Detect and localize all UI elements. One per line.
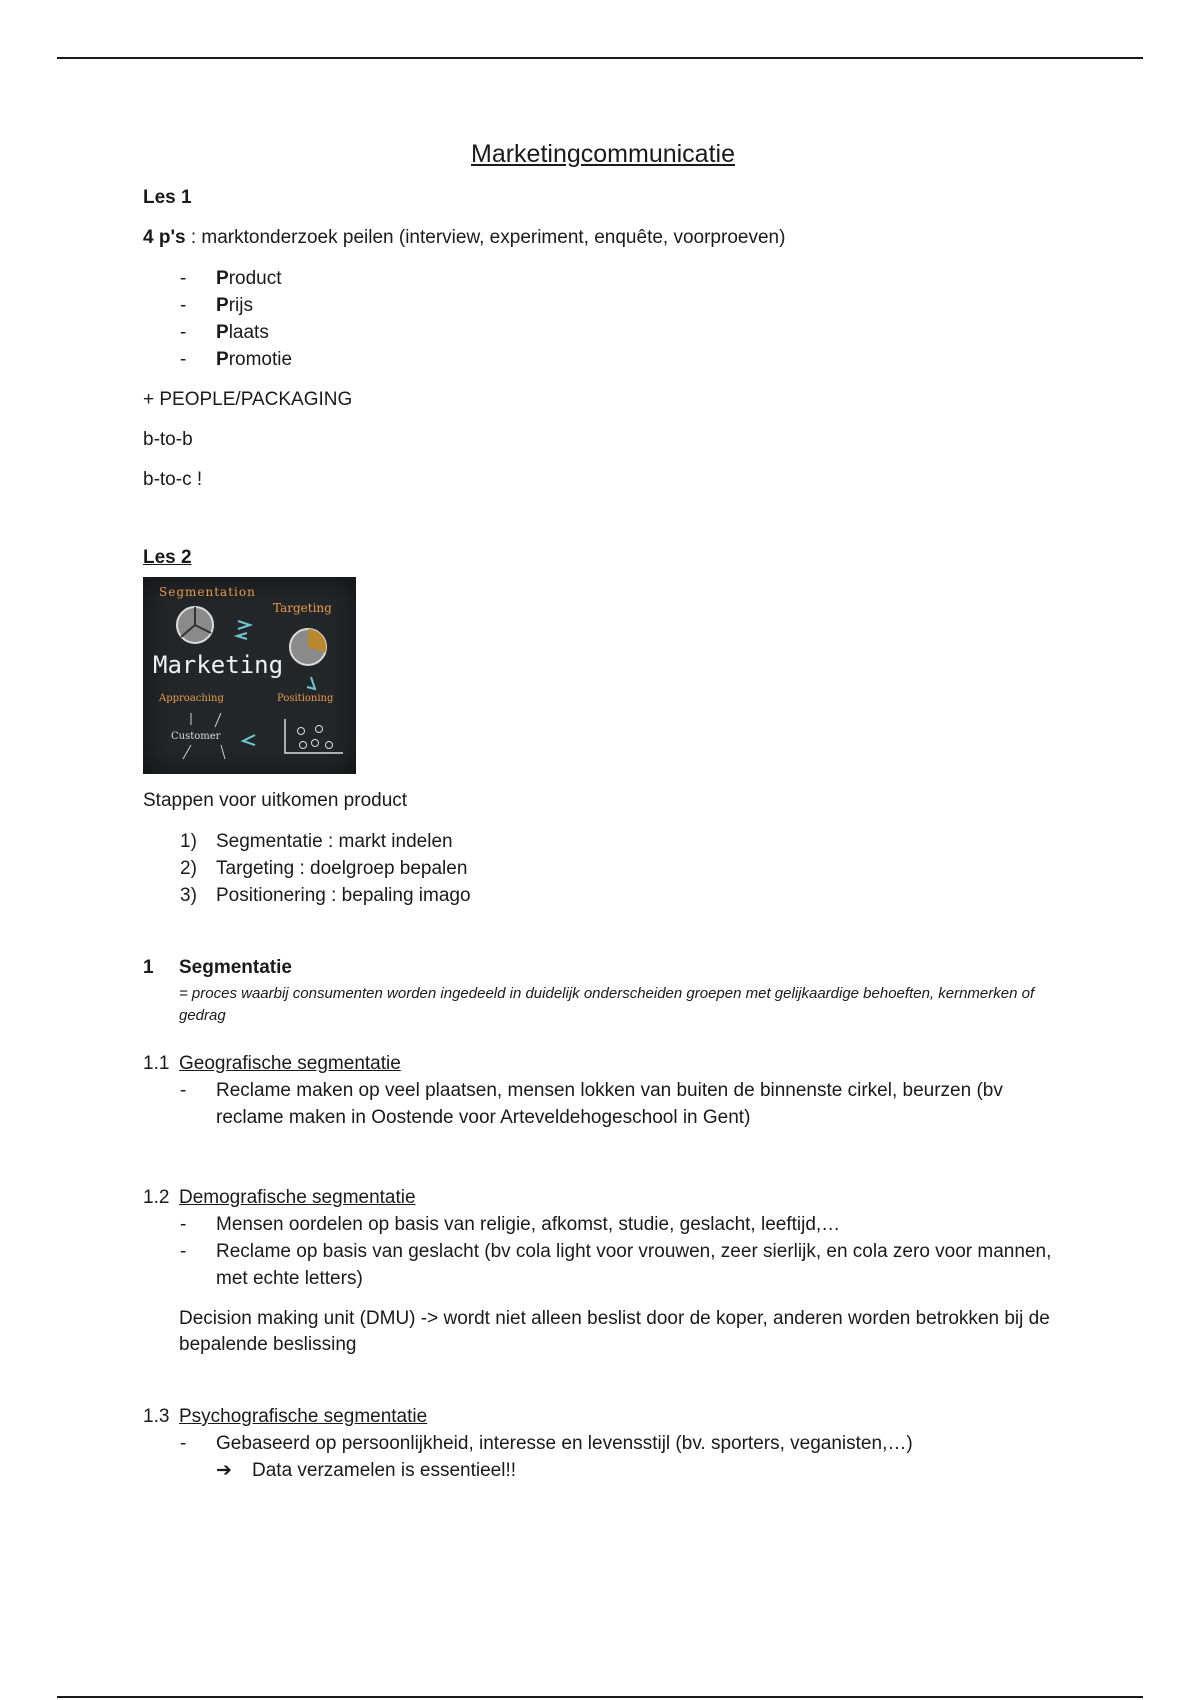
section-title: Psychografische segmentatie <box>179 1406 428 1427</box>
step-text: Segmentatie : markt indelen <box>216 831 453 852</box>
list-item <box>180 292 1063 319</box>
people-packaging: + PEOPLE/PACKAGING <box>143 389 353 410</box>
board-word-positioning: Positioning <box>277 693 334 704</box>
arrow-text: Data verzamelen is essentieel!! <box>252 1460 517 1481</box>
fourp-line <box>143 225 1063 251</box>
item-initial: P <box>216 322 229 343</box>
section-number: 1.3 <box>143 1406 170 1427</box>
step-marker: 1) <box>180 831 197 852</box>
segmentatie-definition: = proces waarbij consumenten worden ingedeeld in duidelijk onderscheiden groepen met gelijkaardige behoeften, kernmerken of gedrag <box>179 985 1035 1024</box>
page-title: Marketingcommunicatie <box>471 140 735 168</box>
list-item <box>180 828 1063 855</box>
section1-heading <box>143 955 1063 981</box>
steps-list <box>143 828 1063 909</box>
board-word-segmentation: Segmentation <box>159 585 256 599</box>
section-number: 1 <box>143 957 154 978</box>
section-number: 1.2 <box>143 1187 170 1208</box>
item-initial: P <box>216 268 229 289</box>
step-marker: 3) <box>180 885 197 906</box>
marketing-chalkboard-image <box>143 577 356 774</box>
list-item <box>180 346 1063 373</box>
board-word-marketing: Marketing <box>153 651 284 679</box>
item-initial: P <box>216 349 229 370</box>
section-number: 1.1 <box>143 1053 170 1074</box>
sub13-list <box>143 1430 1063 1457</box>
dmu-paragraph: Decision making unit (DMU) -> wordt niet alleen beslist door de koper, anderen worden betrokken bij de bepalende beslissing <box>179 1308 1050 1355</box>
list-item: - Reclame op basis van geslacht (bv cola light voor vrouwen, zeer sierlijk, en cola zero voor mannen, met echte letters) <box>180 1238 1063 1292</box>
steps-intro: Stappen voor uitkomen product <box>143 790 408 811</box>
btoc: b-to-c ! <box>143 469 203 490</box>
btob: b-to-b <box>143 429 193 450</box>
step-marker: 2) <box>180 858 197 879</box>
header-rule <box>57 57 1143 59</box>
item-initial: P <box>216 295 229 316</box>
document-body <box>143 140 1063 1484</box>
list-item: - Mensen oordelen op basis van religie, afkomst, studie, geslacht, leeftijd,… <box>180 1211 1063 1238</box>
arrow-right-icon: ➔ <box>216 1460 232 1481</box>
list-item <box>180 882 1063 909</box>
sub12-heading <box>143 1185 1063 1211</box>
list-item <box>180 855 1063 882</box>
step-text: Targeting : doelgroep bepalen <box>216 858 468 879</box>
item-rest: roduct <box>228 268 282 289</box>
fourp-list <box>143 265 1063 373</box>
list-item: - Reclame maken op veel plaatsen, mensen lokken van buiten de binnenste cirkel, beurzen (bv reclame maken in Oostende voor Arteveldehogeschool in Gent) <box>180 1077 1063 1131</box>
section-title: Demografische segmentatie <box>179 1187 416 1208</box>
list-item <box>180 319 1063 346</box>
board-word-customer: Customer <box>171 731 221 742</box>
item-rest: laats <box>228 322 269 343</box>
item-rest: rijs <box>228 295 253 316</box>
list-item: - Gebaseerd op persoonlijkheid, interesse en levensstijl (bv. sporters, veganisten,…) <box>180 1430 1063 1457</box>
arrow-line <box>143 1457 1063 1484</box>
sub12-list <box>143 1211 1063 1292</box>
step-text: Positionering : bepaling imago <box>216 885 471 906</box>
section-title: Segmentatie <box>179 957 292 978</box>
sub11-list <box>143 1077 1063 1131</box>
les1-heading: Les 1 <box>143 187 192 208</box>
fourp-rest: : marktonderzoek peilen (interview, experiment, enquête, voorproeven) <box>185 227 786 248</box>
item-rest: romotie <box>228 349 293 370</box>
sub13-heading <box>143 1404 1063 1430</box>
section-title: Geografische segmentatie <box>179 1053 401 1074</box>
list-item <box>180 265 1063 292</box>
sub11-heading <box>143 1051 1063 1077</box>
board-word-approaching: Approaching <box>159 693 224 704</box>
board-word-targeting: Targeting <box>273 601 332 615</box>
les2-heading: Les 2 <box>143 547 192 568</box>
fourp-lead: 4 p's <box>143 227 186 248</box>
footer-rule <box>57 1696 1143 1698</box>
